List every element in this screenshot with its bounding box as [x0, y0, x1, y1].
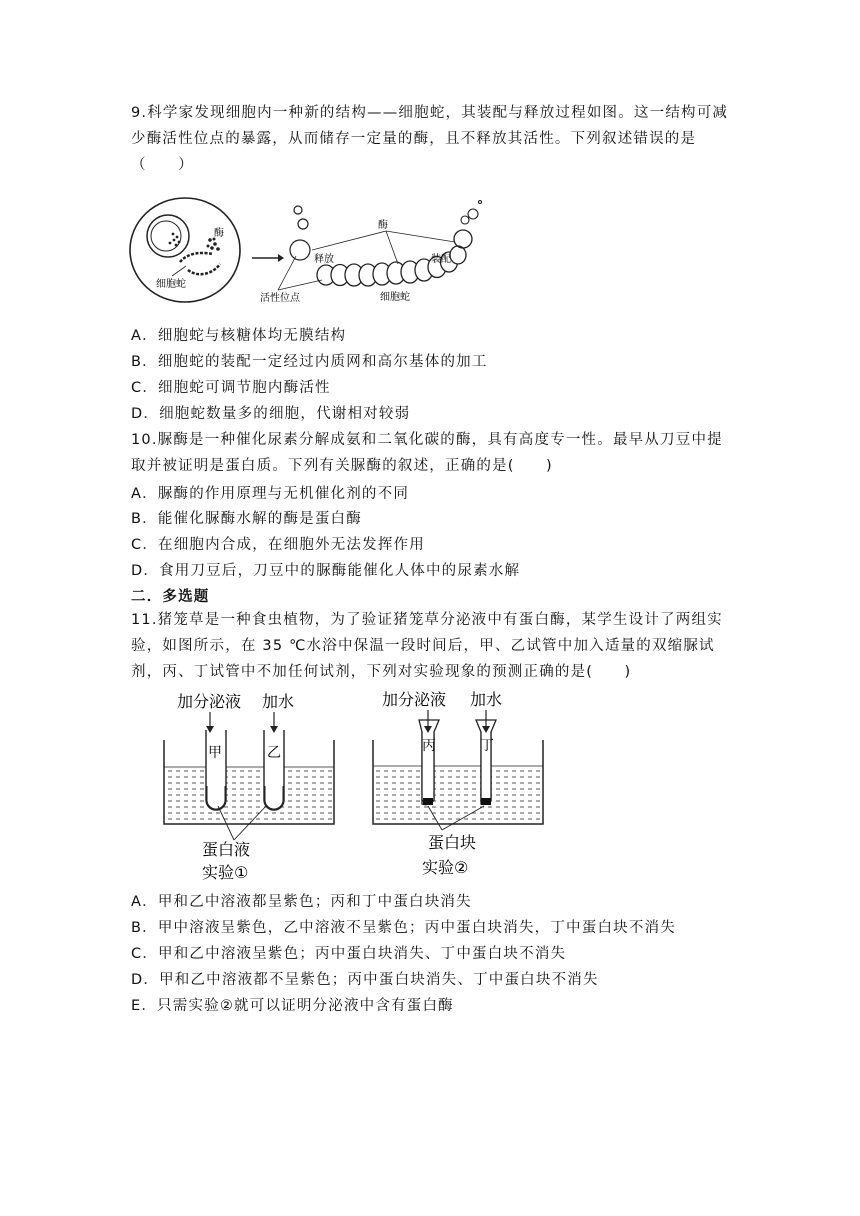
- exp1-tube-b: 乙: [267, 745, 281, 761]
- enzyme-dots-left: [169, 233, 220, 251]
- q10-option-b: B．能催化脲酶水解的酶是蛋白酶: [131, 511, 362, 527]
- cell-snake-curve-2: [188, 264, 220, 274]
- label-cell-snake-right: 细胞蛇: [380, 292, 410, 303]
- assembling-enzyme: [454, 230, 472, 248]
- q11-option-e: E．只需实验②就可以证明分泌液中含有蛋白酶: [131, 998, 454, 1014]
- released-enzymes: [290, 206, 310, 260]
- exp2-name: 实验②: [422, 858, 469, 877]
- q11-stem: 11.猪笼草是一种食虫植物，为了验证猪笼草分泌液中有蛋白酶，某学生设计了两组实验，如图所示，在 35 ℃水浴中保温一段时间后，甲、乙试管中加入适量的双缩脲试剂，丙、丁试管中不加任何试剂，下列对实验现象的预测正确的是( ): [131, 612, 723, 680]
- q10-option-c: C．在细胞内合成，在细胞外无法发挥作用: [131, 537, 425, 553]
- label-assemble: 装配: [431, 254, 451, 265]
- q11-option-b: B．甲中溶液呈紫色，乙中溶液不呈紫色；丙中蛋白块消失，丁中蛋白块不消失: [131, 920, 676, 936]
- q10-stem: 10.脲酶是一种催化尿素分解成氨和二氧化碳的酶，具有高度专一性。最早从刀豆中提取并被证明是蛋白质。下列有关脲酶的叙述，正确的是( ): [131, 432, 723, 474]
- q11-option-c: C．甲和乙中溶液呈紫色；丙中蛋白块消失、丁中蛋白块不消失: [131, 946, 567, 962]
- q9-option-a: A．细胞蛇与核糖体均无膜结构: [131, 328, 347, 344]
- q9-stem: 9.科学家发现细胞内一种新的结构——细胞蛇，其装配与释放过程如图。这一结构可减少酶活性位点的暴露，从而储存一定量的酶，且不释放其活性。下列叙述错误的是（ ）: [131, 105, 729, 173]
- exp1-add-secretion: 加分泌液: [177, 692, 242, 711]
- exp2-add-secretion: 加分泌液: [382, 690, 447, 709]
- exp1-name: 实验①: [202, 863, 249, 882]
- experiment-2: [373, 690, 543, 877]
- q11-option-d: D．甲和乙中溶液都不呈紫色；丙中蛋白块消失、丁中蛋白块不消失: [131, 972, 599, 988]
- q9-option-d: D．细胞蛇数量多的细胞，代谢相对较弱: [131, 406, 411, 422]
- label-enzyme-right: 酶: [378, 220, 388, 231]
- exp1-content: 蛋白液: [202, 840, 251, 859]
- exp2-tube-b: 丁: [480, 738, 494, 754]
- cell-snake-curve-1: [180, 253, 213, 262]
- q9-option-b: B．细胞蛇的装配一定经过内质网和高尔基体的加工: [131, 354, 488, 370]
- label-release: 释放: [314, 254, 334, 265]
- q11-experiment-figure: [160, 690, 570, 885]
- exp2-add-water: 加水: [470, 690, 503, 709]
- label-cell-snake-left: 细胞蛇: [156, 279, 186, 290]
- experiment-1: [164, 692, 334, 882]
- label-active-site: 活性位点: [260, 293, 300, 304]
- q9-cell-snake-figure: [128, 192, 500, 308]
- exp2-content: 蛋白块: [428, 833, 477, 852]
- exp1-add-water: 加水: [262, 692, 295, 711]
- q9-option-c: C．细胞蛇可调节胞内酶活性: [131, 380, 331, 396]
- q10-option-a: A．脲酶的作用原理与无机催化剂的不同: [131, 486, 410, 502]
- cell-snake-chain: [317, 246, 466, 286]
- q11-option-a: A．甲和乙中溶液都呈紫色；丙和丁中蛋白块消失: [131, 894, 472, 910]
- exp1-tube-a: 甲: [208, 745, 222, 761]
- exp2-tube-a: 丙: [422, 738, 436, 754]
- section-title: 二．多选题: [131, 589, 210, 605]
- label-enzyme-left: 酶: [214, 228, 224, 239]
- q10-option-d: D．食用刀豆后，刀豆中的脲酶能催化人体中的尿素水解: [131, 563, 521, 579]
